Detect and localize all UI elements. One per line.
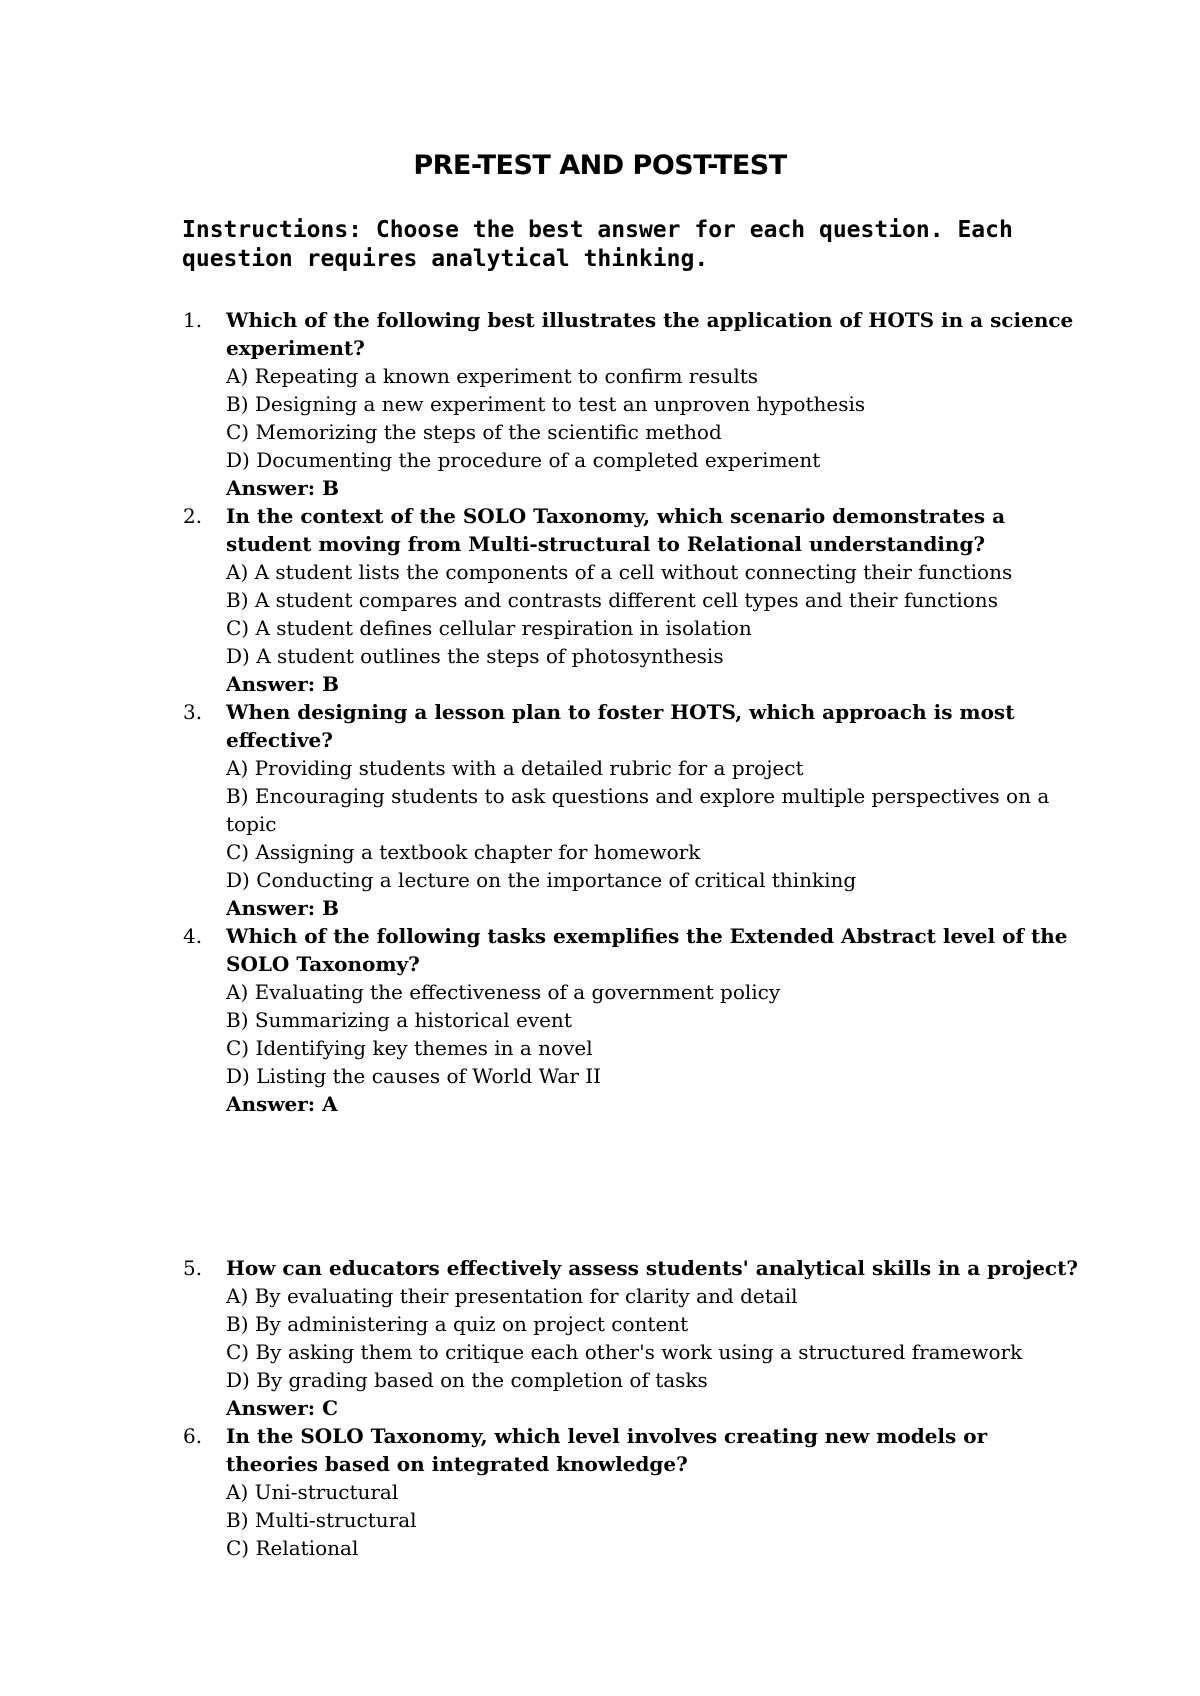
answer-option: B) Multi-structural xyxy=(226,1508,417,1532)
answer-option: C) Memorizing the steps of the scientific method xyxy=(226,420,722,444)
question-number: 5. xyxy=(183,1256,203,1280)
answer-option: B) A student compares and contrasts different cell types and their functions xyxy=(226,588,998,612)
question-body xyxy=(226,1422,1026,1562)
answer-option: B) Summarizing a historical event xyxy=(226,1008,572,1032)
question-body xyxy=(226,698,1050,922)
answer-option: D) Conducting a lecture on the importance of critical thinking xyxy=(226,868,857,892)
question-number: 6. xyxy=(183,1424,203,1448)
question-stem: When designing a lesson plan to foster HOTS, which approach is most xyxy=(226,700,1015,724)
question-body xyxy=(226,502,1026,698)
question-body xyxy=(226,306,1074,502)
answer-option: C) Identifying key themes in a novel xyxy=(226,1036,593,1060)
answer-option: D) Listing the causes of World War II xyxy=(226,1064,602,1088)
question-body xyxy=(226,1254,1079,1422)
instructions: Instructions: Choose the best answer for each question. Each question requires analytical thinking. xyxy=(182,217,1013,272)
answer-option: D) A student outlines the steps of photosynthesis xyxy=(226,644,724,668)
answer-option: topic xyxy=(226,812,277,836)
answer-option: A) A student lists the components of a cell without connecting their functions xyxy=(226,560,1013,584)
answer-option: A) By evaluating their presentation for clarity and detail xyxy=(226,1284,798,1308)
question-stem: In the SOLO Taxonomy, which level involves creating new models or xyxy=(226,1424,988,1448)
question-body xyxy=(226,922,1068,1118)
question-stem: Which of the following tasks exemplifies the Extended Abstract level of the xyxy=(226,924,1068,948)
question-stem: In the context of the SOLO Taxonomy, which scenario demonstrates a xyxy=(226,504,1006,528)
question-stem: student moving from Multi-structural to Relational understanding? xyxy=(226,532,986,556)
answer-option: C) A student defines cellular respiration in isolation xyxy=(226,616,752,640)
answer-option: B) By administering a quiz on project content xyxy=(226,1312,689,1336)
correct-answer: Answer: C xyxy=(226,1396,339,1420)
answer-option: B) Encouraging students to ask questions and explore multiple perspectives on a xyxy=(226,784,1050,808)
page-title: PRE-TEST AND POST-TEST xyxy=(413,150,787,181)
question-stem: SOLO Taxonomy? xyxy=(226,952,420,976)
correct-answer: Answer: B xyxy=(226,476,340,500)
answer-option: A) Evaluating the effectiveness of a government policy xyxy=(226,980,781,1004)
question-stem: Which of the following best illustrates the application of HOTS in a science xyxy=(226,308,1074,332)
question-number: 1. xyxy=(183,308,203,332)
answer-option: A) Repeating a known experiment to confirm results xyxy=(226,364,759,388)
question-stem: experiment? xyxy=(226,336,365,360)
question-stem: effective? xyxy=(226,728,333,752)
question-number: 4. xyxy=(183,924,203,948)
answer-option: D) By grading based on the completion of tasks xyxy=(226,1368,708,1392)
correct-answer: Answer: A xyxy=(226,1092,338,1116)
correct-answer: Answer: B xyxy=(226,672,340,696)
answer-option: B) Designing a new experiment to test an unproven hypothesis xyxy=(226,392,866,416)
question-stem: theories based on integrated knowledge? xyxy=(226,1452,688,1476)
question-number: 3. xyxy=(183,700,203,724)
answer-option: A) Providing students with a detailed rubric for a project xyxy=(226,756,804,780)
correct-answer: Answer: B xyxy=(226,896,340,920)
answer-option: C) Assigning a textbook chapter for homework xyxy=(226,840,701,864)
answer-option: A) Uni-structural xyxy=(226,1480,399,1504)
answer-option: C) By asking them to critique each other's work using a structured framework xyxy=(226,1340,1023,1364)
question-stem: How can educators effectively assess students' analytical skills in a project? xyxy=(226,1256,1079,1280)
question-number: 2. xyxy=(183,504,203,528)
answer-option: D) Documenting the procedure of a completed experiment xyxy=(226,448,821,472)
answer-option: C) Relational xyxy=(226,1536,359,1560)
